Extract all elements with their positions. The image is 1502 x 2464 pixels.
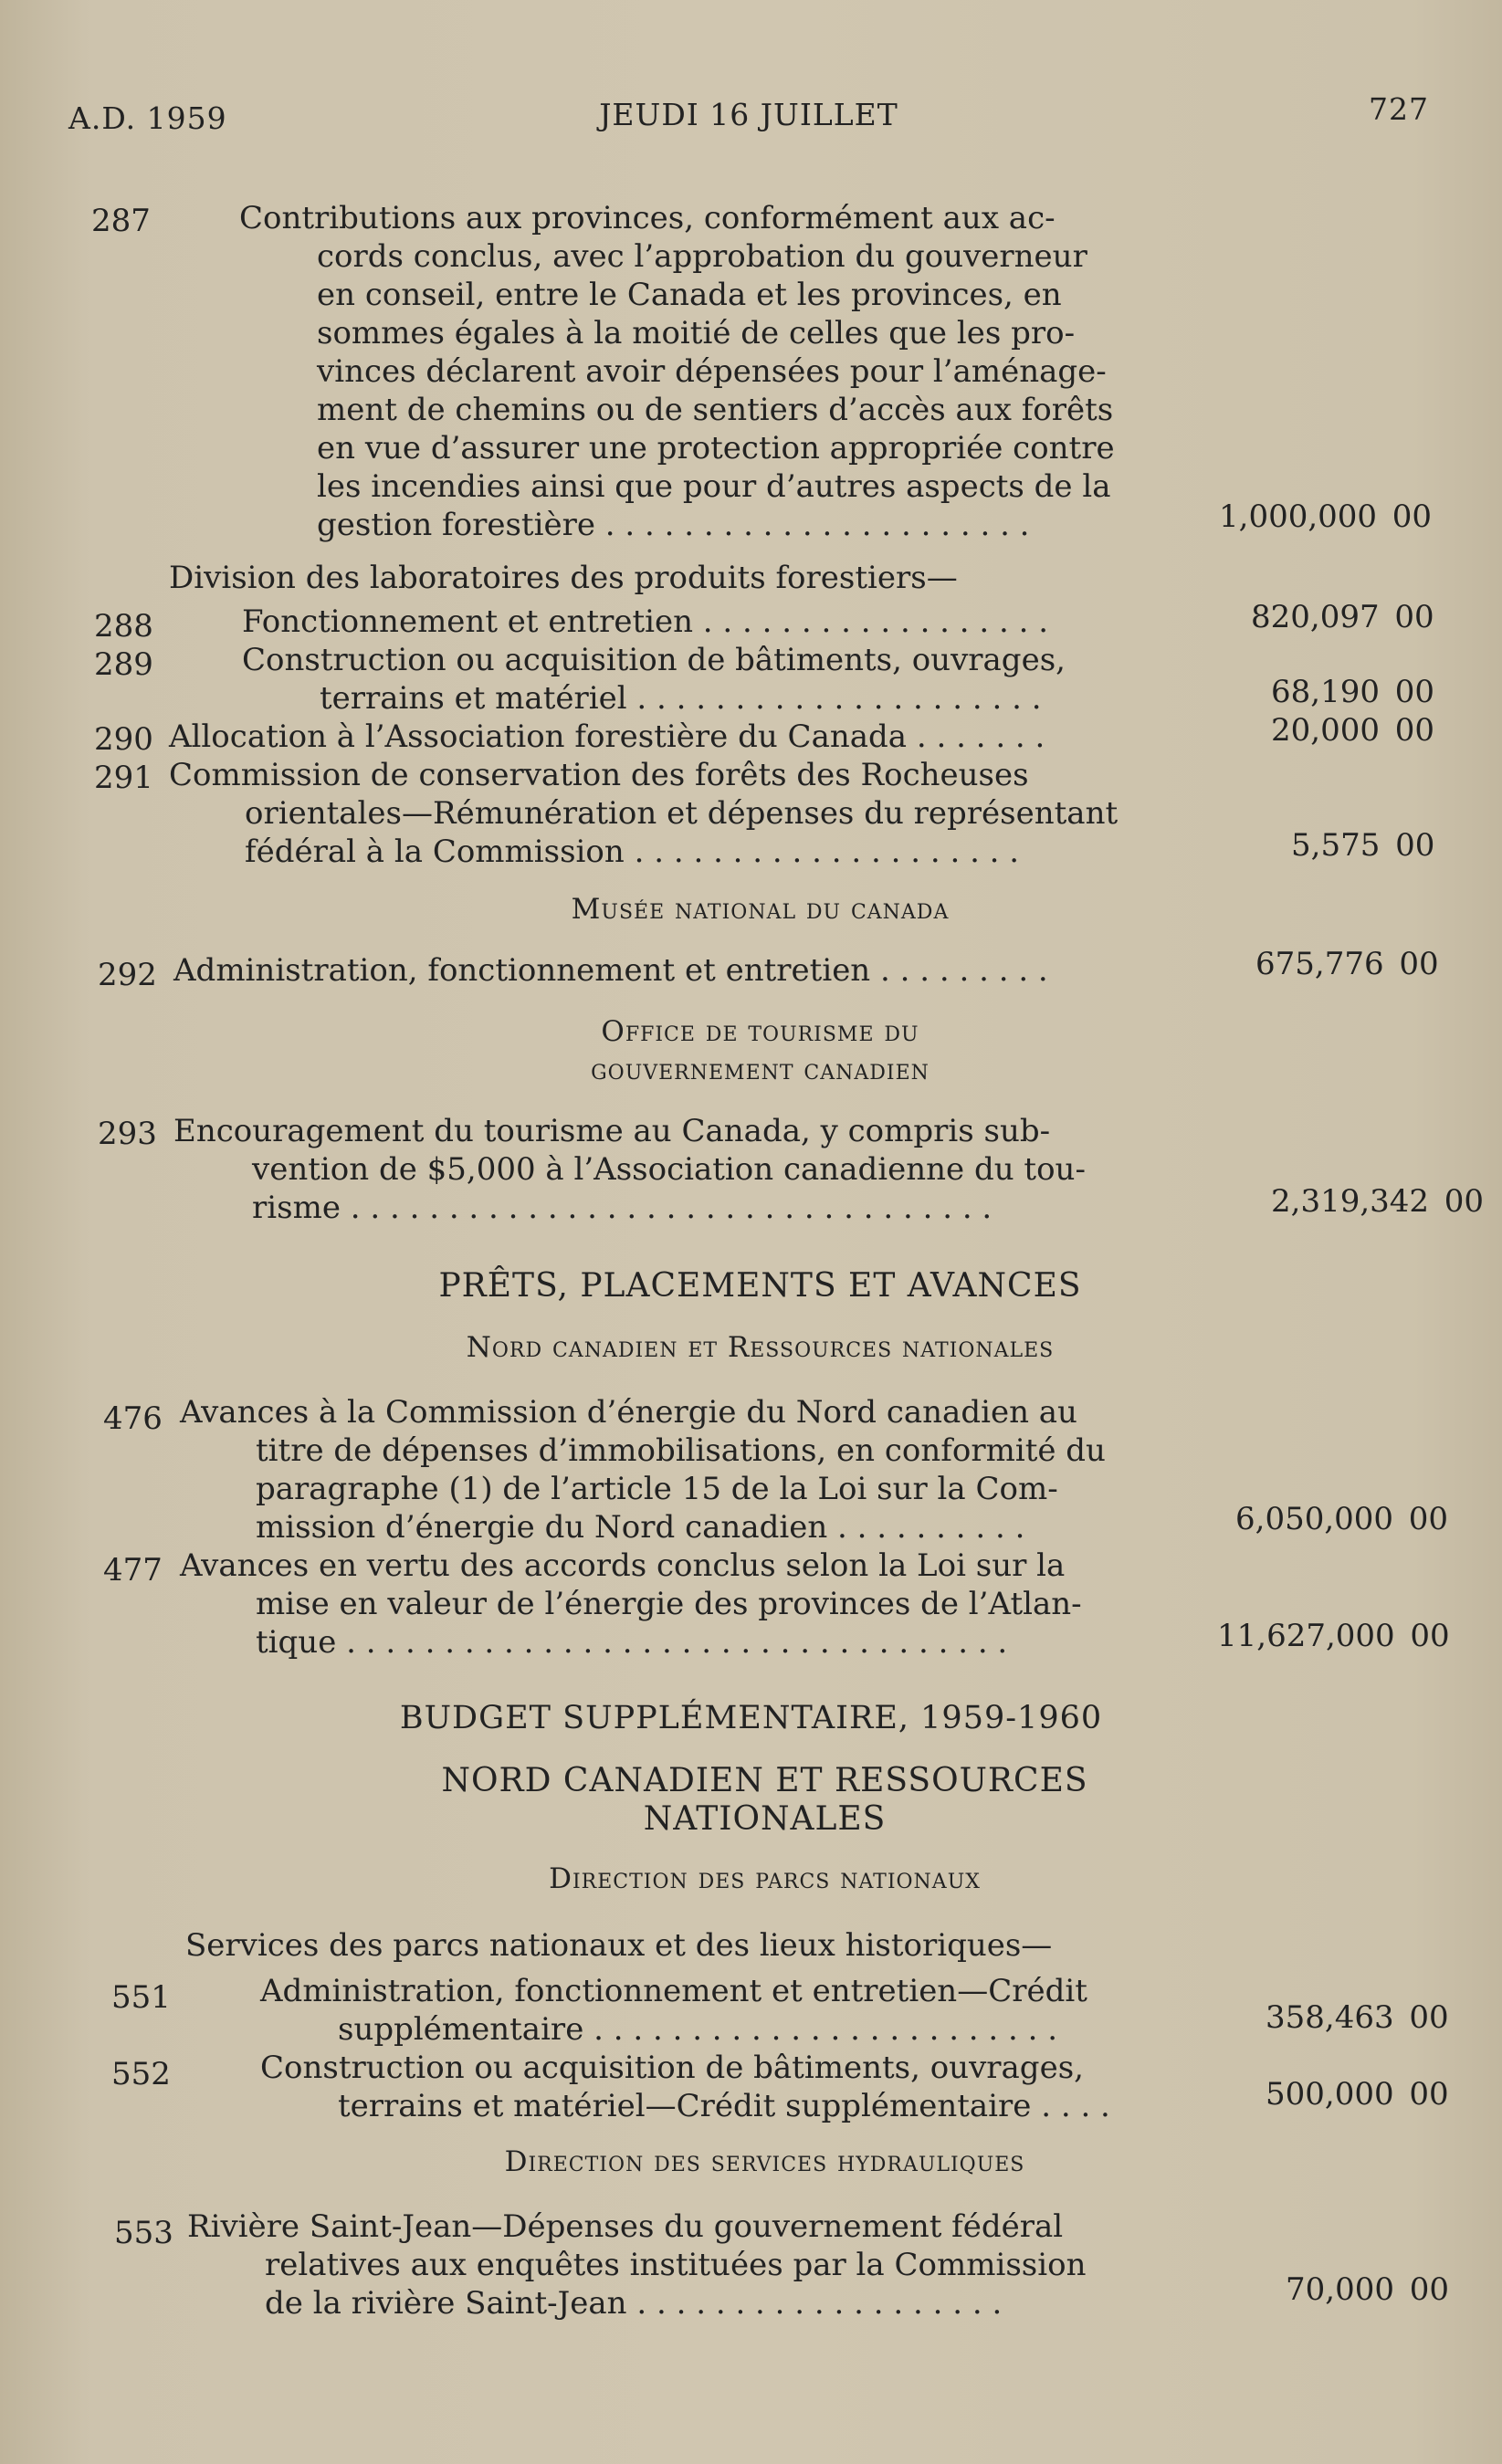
item-text-line: Contributions aux provinces, conformément aux ac- bbox=[239, 200, 1056, 236]
item-text-line: Avances à la Commission d’énergie du Nord canadien au bbox=[180, 1394, 1077, 1431]
section-heading: Musée national du canada bbox=[571, 893, 950, 926]
item-text-line: terrains et matériel—Crédit supplémentaire . . . . bbox=[338, 2088, 1110, 2124]
item-text-line: cords conclus, avec l’approbation du gouverneur bbox=[317, 238, 1087, 275]
item-text-line: vinces déclarent avoir dépensées pour l’aménage- bbox=[317, 353, 1107, 390]
amount-dollars: 11,627,000 bbox=[1217, 1618, 1395, 1654]
item-text-line: Administration, fonctionnement et entretien—Crédit bbox=[260, 1973, 1087, 2009]
item-text-line: mise en valeur de l’énergie des provinces de l’Atlan- bbox=[256, 1586, 1082, 1622]
item-number: 288 bbox=[94, 608, 153, 645]
amount-cents: 00 bbox=[1395, 827, 1435, 864]
item-text-line: supplémentaire . . . . . . . . . . . . . . . . . . . . . . . . bbox=[338, 2011, 1058, 2048]
subheading: Division des laboratoires des produits forestiers— bbox=[169, 560, 958, 596]
amount-dollars: 70,000 bbox=[1286, 2271, 1394, 2308]
item-text-line: les incendies ainsi que pour d’autres aspects de la bbox=[317, 468, 1111, 505]
amount bbox=[1271, 1183, 1484, 1220]
item-text-line: Administration, fonctionnement et entretien . . . . . . . . . bbox=[173, 952, 1048, 989]
item-text-line: Avances en vertu des accords conclus selon la Loi sur la bbox=[180, 1547, 1066, 1584]
amount-cents: 00 bbox=[1394, 674, 1434, 710]
item-text-line: orientales—Rémunération et dépenses du représentant bbox=[245, 795, 1119, 832]
major-heading: NORD CANADIEN ET RESSOURCES bbox=[441, 1762, 1088, 1799]
amount-dollars: 20,000 bbox=[1271, 712, 1380, 749]
item-number: 291 bbox=[94, 760, 153, 796]
amount-cents: 00 bbox=[1409, 2271, 1449, 2308]
amount-cents: 00 bbox=[1392, 498, 1433, 535]
item-text-line: de la rivière Saint-Jean . . . . . . . . . . . . . . . . . . . bbox=[265, 2285, 1003, 2322]
amount bbox=[1255, 946, 1439, 982]
item-number: 287 bbox=[91, 203, 151, 239]
amount-cents: 00 bbox=[1410, 1618, 1450, 1654]
amount-cents: 00 bbox=[1409, 2076, 1449, 2113]
amount-dollars: 358,463 bbox=[1266, 1999, 1394, 2036]
item-number: 553 bbox=[114, 2215, 173, 2251]
amount-cents: 00 bbox=[1409, 1999, 1449, 2036]
amount bbox=[1271, 674, 1434, 710]
amount bbox=[1266, 1999, 1449, 2036]
amount bbox=[1217, 1618, 1450, 1654]
page-number: 727 bbox=[1369, 91, 1429, 127]
amount-cents: 00 bbox=[1394, 599, 1434, 635]
item-number: 552 bbox=[111, 2056, 171, 2092]
item-text-line: en conseil, entre le Canada et les provinces, en bbox=[317, 277, 1062, 313]
item-text-line: Rivière Saint-Jean—Dépenses du gouvernement fédéral bbox=[187, 2208, 1064, 2245]
amount-dollars: 675,776 bbox=[1255, 946, 1384, 982]
amount-cents: 00 bbox=[1444, 1183, 1485, 1220]
amount bbox=[1251, 599, 1434, 635]
item-text-line: gestion forestière . . . . . . . . . . . . . . . . . . . . . . bbox=[317, 507, 1030, 543]
item-text-line: Construction ou acquisition de bâtiments, ouvrages, bbox=[242, 642, 1066, 678]
item-text-line: vention de $5,000 à l’Association canadienne du tou- bbox=[252, 1151, 1086, 1188]
subheading: Services des parcs nationaux et des lieux historiques— bbox=[185, 1927, 1053, 1964]
amount bbox=[1291, 827, 1434, 864]
item-text-line: relatives aux enquêtes instituées par la Commission bbox=[265, 2247, 1087, 2283]
header-year: A.D. 1959 bbox=[68, 100, 227, 136]
item-number: 476 bbox=[103, 1400, 163, 1437]
item-text-line: Commission de conservation des forêts des Rocheuses bbox=[169, 757, 1029, 793]
section-heading: Direction des parcs nationaux bbox=[549, 1862, 981, 1895]
section-heading: gouvernement canadien bbox=[591, 1054, 930, 1086]
item-number: 290 bbox=[94, 721, 153, 758]
amount-dollars: 5,575 bbox=[1291, 827, 1381, 864]
amount-cents: 00 bbox=[1394, 712, 1434, 749]
item-text-line: Allocation à l’Association forestière du Canada . . . . . . . bbox=[169, 718, 1045, 755]
item-text-line: sommes égales à la moitié de celles que les pro- bbox=[317, 315, 1076, 351]
amount-cents: 00 bbox=[1399, 946, 1439, 982]
page-header bbox=[68, 91, 1429, 146]
section-heading: Direction des services hydrauliques bbox=[504, 2145, 1025, 2178]
item-text-line: Encouragement du tourisme au Canada, y compris sub- bbox=[173, 1113, 1051, 1149]
item-number: 289 bbox=[94, 646, 153, 683]
amount-dollars: 68,190 bbox=[1271, 674, 1380, 710]
amount-dollars: 500,000 bbox=[1266, 2076, 1394, 2113]
item-number: 292 bbox=[98, 957, 157, 993]
item-text-line: titre de dépenses d’immobilisations, en conformité du bbox=[256, 1432, 1106, 1469]
amount-dollars: 820,097 bbox=[1251, 599, 1380, 635]
major-heading: BUDGET SUPPLÉMENTAIRE, 1959-1960 bbox=[399, 1700, 1103, 1736]
amount-cents: 00 bbox=[1408, 1501, 1449, 1537]
item-number: 477 bbox=[103, 1552, 163, 1588]
item-text-line: ment de chemins ou de sentiers d’accès aux forêts bbox=[317, 392, 1114, 428]
section-heading: Office de tourisme du bbox=[601, 1015, 919, 1048]
amount bbox=[1266, 2076, 1449, 2113]
item-number: 293 bbox=[98, 1116, 157, 1152]
major-heading: PRÊTS, PLACEMENTS ET AVANCES bbox=[438, 1267, 1082, 1305]
amount bbox=[1235, 1501, 1448, 1537]
amount-dollars: 2,319,342 bbox=[1271, 1183, 1430, 1220]
item-number: 551 bbox=[111, 1979, 171, 2016]
section-heading: Nord canadien et Ressources nationales bbox=[466, 1331, 1055, 1364]
amount bbox=[1219, 498, 1432, 535]
item-text-line: terrains et matériel . . . . . . . . . . . . . . . . . . . . . bbox=[320, 680, 1042, 717]
amount-dollars: 6,050,000 bbox=[1235, 1501, 1394, 1537]
item-text-line: paragraphe (1) de l’article 15 de la Loi sur la Com- bbox=[256, 1471, 1058, 1507]
header-date: JEUDI 16 JUILLET bbox=[599, 97, 898, 132]
major-heading: NATIONALES bbox=[643, 1800, 887, 1838]
item-text-line: tique . . . . . . . . . . . . . . . . . . . . . . . . . . . . . . . . . . bbox=[256, 1624, 1008, 1661]
item-text-line: Fonctionnement et entretien . . . . . . . . . . . . . . . . . . bbox=[242, 603, 1049, 640]
item-text-line: en vue d’assurer une protection appropriée contre bbox=[317, 430, 1115, 467]
amount bbox=[1286, 2271, 1449, 2308]
item-text-line: mission d’énergie du Nord canadien . . . . . . . . . . bbox=[256, 1509, 1025, 1546]
item-text-line: risme . . . . . . . . . . . . . . . . . . . . . . . . . . . . . . . . . bbox=[252, 1190, 993, 1226]
amount bbox=[1271, 712, 1434, 749]
amount-dollars: 1,000,000 bbox=[1219, 498, 1378, 535]
item-text-line: fédéral à la Commission . . . . . . . . . . . . . . . . . . . . bbox=[245, 834, 1020, 870]
item-text-line: Construction ou acquisition de bâtiments, ouvrages, bbox=[260, 2050, 1084, 2086]
